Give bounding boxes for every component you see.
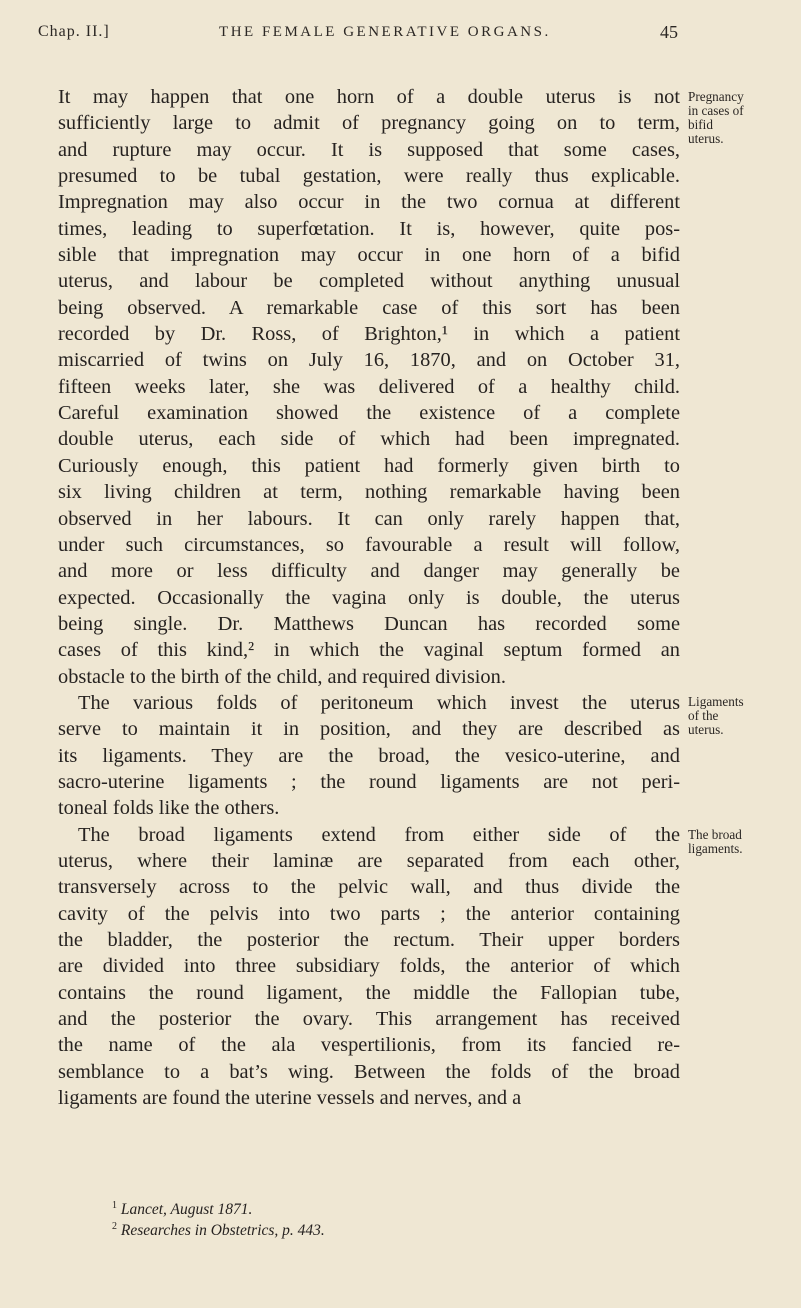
text-line: double uterus, each side of which had been impregnated. bbox=[58, 428, 680, 451]
text-line: serve to maintain it in position, and they are described as bbox=[58, 718, 680, 741]
text-line: cavity of the pelvis into two parts ; the anterior containing bbox=[58, 902, 680, 925]
text-line: sible that impregnation may occur in one horn of a bifid bbox=[58, 244, 680, 267]
body-text bbox=[58, 84, 680, 1111]
margin-note-line: in cases of bbox=[688, 103, 744, 118]
text-line: the name of the ala vespertilionis, from its fancied re- bbox=[58, 1034, 680, 1057]
page-number: 45 bbox=[659, 21, 678, 42]
margin-note-line: Pregnancy bbox=[688, 89, 744, 104]
text-line: are divided into three subsidiary folds, the anterior of which bbox=[58, 955, 680, 978]
paragraph bbox=[58, 690, 680, 822]
text-line: uterus, where their laminæ are separated from each other, bbox=[58, 849, 680, 872]
text-line: and the posterior the ovary. This arrangement has received bbox=[58, 1008, 680, 1031]
text-line: under such circumstances, so favourable a result will follow, bbox=[58, 533, 680, 556]
text-line: presumed to be tubal gestation, were really thus explicable. bbox=[58, 165, 680, 188]
footnote-2: $^2$ Researches in Obstetrics, p. 443. bbox=[112, 1221, 325, 1240]
running-title: THE FEMALE GENERATIVE ORGANS. bbox=[219, 23, 551, 40]
text-line: uterus, and labour be completed without anything unusual bbox=[58, 270, 680, 293]
text-line: six living children at term, nothing remarkable having been bbox=[58, 481, 680, 504]
text-line: its ligaments. They are the broad, the vesico-uterine, and bbox=[58, 744, 680, 767]
text-line: semblance to a bat’s wing. Between the folds of the broad bbox=[58, 1060, 680, 1083]
margin-note-line: of the bbox=[688, 708, 719, 723]
text-line: Impregnation may also occur in the two cornua at different bbox=[58, 191, 680, 214]
margin-note-line: uterus. bbox=[688, 131, 724, 146]
text-line: miscarried of twins on July 16, 1870, and on October 31, bbox=[58, 349, 680, 372]
paragraph bbox=[58, 822, 680, 1112]
text-line: being observed. A remarkable case of this sort has been bbox=[58, 296, 680, 319]
text-line: transversely across to the pelvic wall, and thus divide the bbox=[58, 876, 680, 899]
margin-note-line: The broad bbox=[688, 827, 742, 842]
margin-note-line: uterus. bbox=[688, 722, 724, 737]
text-line: Curiously enough, this patient had formerly given birth to bbox=[58, 454, 680, 477]
text-line: ligaments are found the uterine vessels and nerves, and a bbox=[58, 1087, 522, 1110]
footnote-1-text: Lancet, August 1871. bbox=[120, 1201, 253, 1219]
text-line: and more or less difficulty and danger may generally be bbox=[58, 560, 680, 583]
text-line: recorded by Dr. Ross, of Brighton,¹ in which a patient bbox=[58, 323, 680, 346]
margin-note-pregnancy-bifid-uterus bbox=[688, 90, 800, 146]
text-line: Careful examination showed the existence of a complete bbox=[58, 402, 680, 425]
text-line: toneal folds like the others. bbox=[58, 797, 280, 820]
running-header bbox=[38, 14, 678, 50]
footnote-2-text: Researches in Obstetrics, p. 443. bbox=[120, 1222, 325, 1240]
chapter-label: Chap. II.] bbox=[38, 23, 110, 40]
text-line: observed in her labours. It can only rarely happen that, bbox=[58, 507, 680, 530]
margin-note-line: ligaments. bbox=[688, 841, 743, 856]
margin-note-ligaments-of-uterus bbox=[688, 695, 800, 737]
text-line: The broad ligaments extend from either side of the bbox=[78, 823, 680, 846]
text-line: times, leading to superfœtation. It is, however, quite pos- bbox=[58, 217, 680, 240]
text-line: The various folds of peritoneum which invest the uterus bbox=[78, 691, 680, 714]
margin-note-line: Ligaments bbox=[688, 694, 744, 709]
paragraph bbox=[58, 84, 680, 690]
text-line: being single. Dr. Matthews Duncan has recorded some bbox=[58, 612, 680, 635]
margin-note-broad-ligaments bbox=[688, 828, 800, 856]
margin-note-line: bifid bbox=[688, 117, 713, 132]
text-line: cases of this kind,² in which the vaginal septum formed an bbox=[58, 639, 680, 662]
text-line: the bladder, the posterior the rectum. Their upper borders bbox=[58, 929, 680, 951]
text-line: sacro-uterine ligaments ; the round ligaments are not peri- bbox=[58, 770, 680, 793]
text-line: expected. Occasionally the vagina only is double, the uterus bbox=[58, 586, 680, 609]
text-line: contains the round ligament, the middle the Fallopian tube, bbox=[58, 981, 680, 1004]
text-line: obstacle to the birth of the child, and required division. bbox=[58, 665, 506, 688]
text-line: sufficiently large to admit of pregnancy going on to term, bbox=[58, 112, 680, 135]
footnote-1: $^1$ Lancet, August 1871. bbox=[112, 1200, 253, 1219]
text-line: and rupture may occur. It is supposed that some cases, bbox=[58, 138, 680, 161]
text-line: fifteen weeks later, she was delivered of a healthy child. bbox=[58, 375, 680, 398]
text-line: It may happen that one horn of a double uterus is not bbox=[58, 86, 680, 108]
